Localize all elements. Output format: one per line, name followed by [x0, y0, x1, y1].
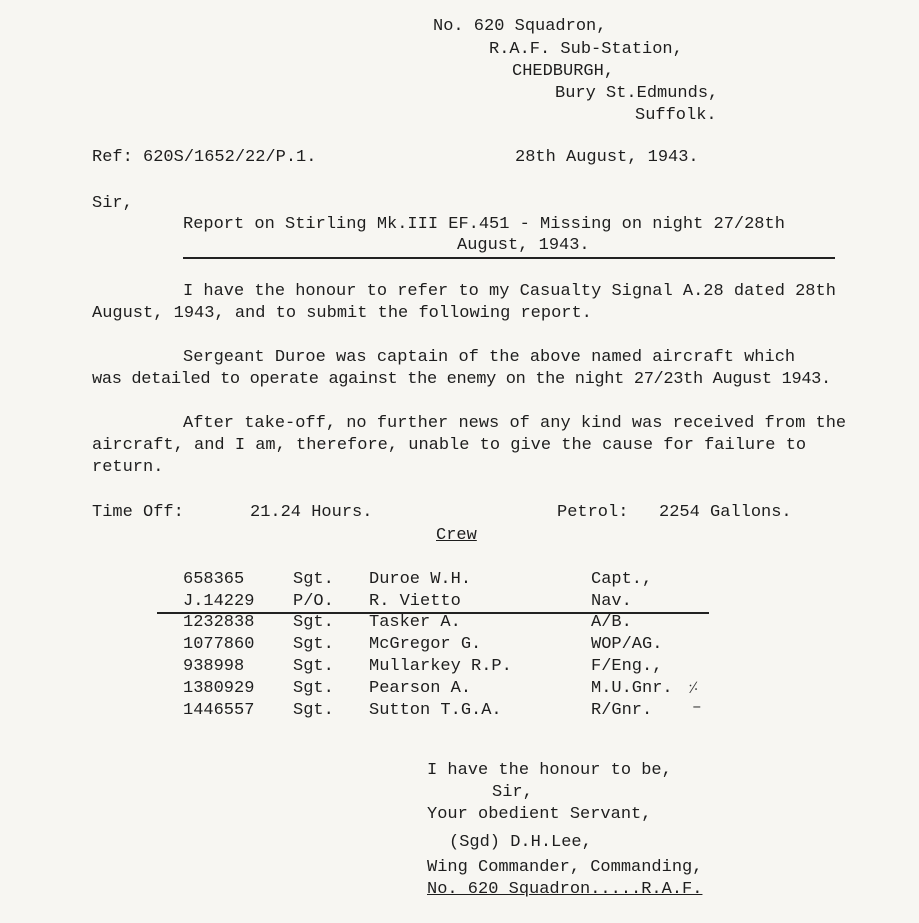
- closing-line-3: Your obedient Servant,: [427, 805, 652, 824]
- crew-rank: Sgt.: [293, 657, 334, 676]
- paragraph-3-line-3: return.: [92, 458, 164, 477]
- address-line-3: CHEDBURGH,: [512, 62, 615, 81]
- petrol-label: Petrol:: [557, 503, 629, 522]
- crew-name: Pearson A.: [369, 679, 472, 698]
- crew-name: Mullarkey R.P.: [369, 657, 512, 676]
- pencil-tick-mark-icon: ⸓: [688, 680, 699, 698]
- paragraph-3-line-2: aircraft, and I am, therefore, unable to give the cause for failure to: [92, 436, 807, 455]
- crew-name: McGregor G.: [369, 635, 482, 654]
- crew-rank: Sgt.: [293, 635, 334, 654]
- crew-rank: Sgt.: [293, 570, 334, 589]
- crew-rank: Sgt.: [293, 701, 334, 720]
- crew-heading: Crew: [436, 526, 477, 545]
- crew-role: WOP/AG.: [591, 635, 663, 654]
- crew-role: Capt.,: [591, 570, 653, 589]
- salutation: Sir,: [92, 194, 133, 213]
- crew-role: Nav.: [591, 592, 632, 611]
- paragraph-2-line-2: was detailed to operate against the enemy on the night 27/23th August 1943.: [92, 370, 831, 389]
- address-line-1: No. 620 Squadron,: [433, 17, 607, 36]
- address-line-2: R.A.F. Sub-Station,: [489, 40, 683, 59]
- crew-name: Tasker A.: [369, 613, 461, 632]
- signatory-title: Wing Commander, Commanding,: [427, 858, 703, 877]
- signatory-unit: No. 620 Squadron.....R.A.F.: [427, 880, 703, 899]
- crew-name: Sutton T.G.A.: [369, 701, 502, 720]
- paragraph-3-line-1: After take-off, no further news of any kind was received from the: [183, 414, 847, 433]
- signature-line: (Sgd) D.H.Lee,: [449, 833, 592, 852]
- crew-rank: Sgt.: [293, 679, 334, 698]
- crew-rank: P/O.: [293, 592, 334, 611]
- crew-role: R/Gnr.: [591, 701, 653, 720]
- crew-number: 1232838: [183, 613, 255, 632]
- pencil-dash-mark-icon: –: [692, 698, 702, 716]
- crew-rank: Sgt.: [293, 613, 334, 632]
- crew-number: 938998: [183, 657, 245, 676]
- paragraph-1-line-1: I have the honour to refer to my Casualty Signal A.28 dated 28th: [183, 282, 836, 301]
- crew-number: 1446557: [183, 701, 255, 720]
- petrol-value: 2254 Gallons.: [659, 503, 792, 522]
- crew-role: A/B.: [591, 613, 632, 632]
- crew-role: M.U.Gnr.: [591, 679, 673, 698]
- address-line-5: Suffolk.: [635, 106, 717, 125]
- crew-name: Duroe W.H.: [369, 570, 472, 589]
- letter-date: 28th August, 1943.: [515, 148, 699, 167]
- address-line-4: Bury St.Edmunds,: [555, 84, 719, 103]
- subject-line-2: August, 1943.: [457, 236, 590, 255]
- crew-role: F/Eng.,: [591, 657, 663, 676]
- subject-underline: [183, 257, 835, 259]
- crew-name: R. Vietto: [369, 592, 461, 611]
- time-off-label: Time Off:: [92, 503, 184, 522]
- closing-line-1: I have the honour to be,: [427, 761, 672, 780]
- paragraph-2-line-1: Sergeant Duroe was captain of the above named aircraft which: [183, 348, 796, 367]
- time-off-value: 21.24 Hours.: [250, 503, 373, 522]
- paragraph-1-line-2: August, 1943, and to submit the following report.: [92, 304, 592, 323]
- closing-line-2: Sir,: [492, 783, 533, 802]
- crew-number: J.14229: [183, 592, 255, 611]
- crew-number: 1380929: [183, 679, 255, 698]
- reference-number: Ref: 620S/1652/22/P.1.: [92, 148, 317, 167]
- crew-number: 658365: [183, 570, 245, 589]
- subject-line-1: Report on Stirling Mk.III EF.451 - Missing on night 27/28th: [183, 215, 785, 234]
- crew-number: 1077860: [183, 635, 255, 654]
